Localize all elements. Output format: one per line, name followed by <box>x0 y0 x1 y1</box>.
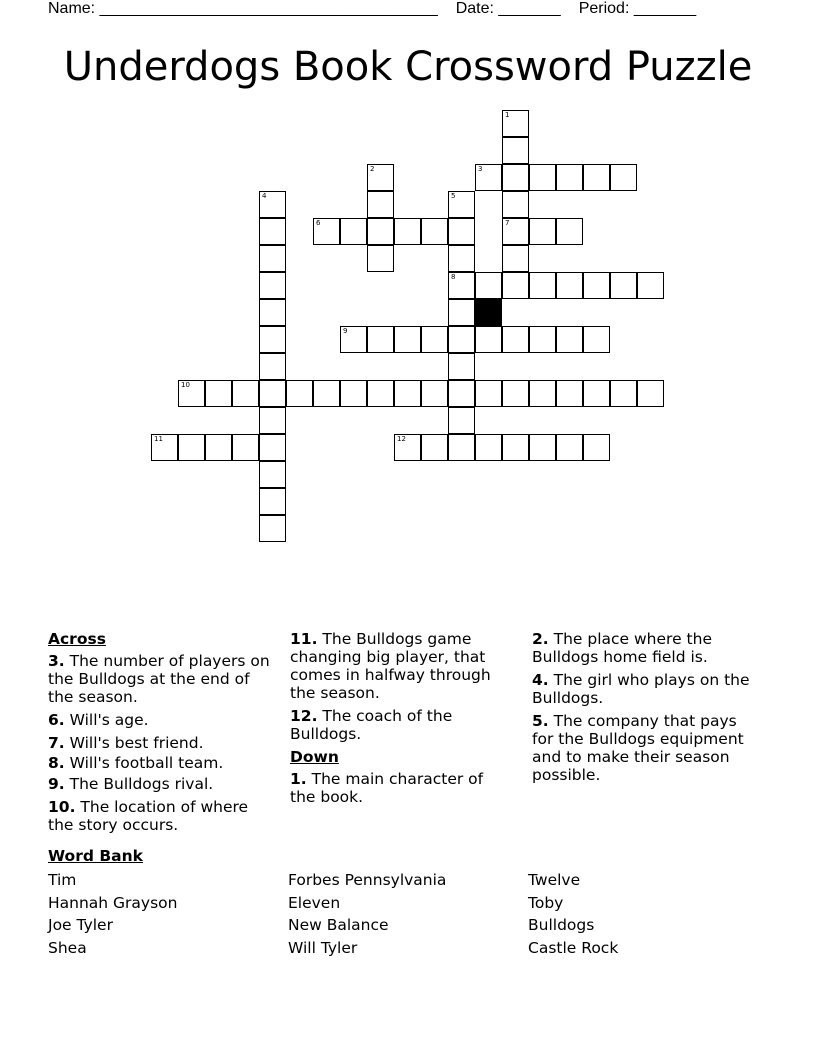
crossword-cell[interactable] <box>448 380 475 407</box>
clue-number-label: 7 <box>505 219 510 227</box>
crossword-cell[interactable] <box>610 272 637 299</box>
clue-across-12 <box>290 707 508 743</box>
date-field-label: Date: _______ <box>455 0 561 17</box>
clue-number: 1. <box>290 770 307 788</box>
crossword-cell[interactable] <box>421 434 448 461</box>
crossword-cell[interactable] <box>475 164 502 191</box>
crossword-cell[interactable] <box>502 218 529 245</box>
crossword-cell[interactable] <box>394 434 421 461</box>
crossword-cell[interactable] <box>529 434 556 461</box>
clue-text: The place where the Bulldogs home field is. <box>532 630 712 666</box>
clue-number-label: 6 <box>316 219 321 227</box>
crossword-cell[interactable] <box>313 218 340 245</box>
period-field-label: Period: _______ <box>578 0 697 17</box>
word-bank-item: Toby <box>528 893 564 912</box>
crossword-cell[interactable] <box>259 488 286 515</box>
crossword-cell[interactable] <box>421 326 448 353</box>
across-heading: Across <box>48 630 106 648</box>
clue-text: Will's age. <box>69 711 149 729</box>
crossword-cell[interactable] <box>637 380 664 407</box>
crossword-cell[interactable] <box>502 191 529 218</box>
crossword-cell[interactable] <box>448 299 475 326</box>
crossword-cell[interactable] <box>583 272 610 299</box>
crossword-cell[interactable] <box>610 164 637 191</box>
clue-across-6 <box>48 711 270 729</box>
crossword-cell[interactable] <box>448 353 475 380</box>
clue-number-label: 11 <box>154 435 163 443</box>
crossword-cell[interactable] <box>529 326 556 353</box>
crossword-cell[interactable] <box>556 326 583 353</box>
crossword-cell[interactable] <box>502 110 529 137</box>
clue-text: The main character of the book. <box>290 770 484 806</box>
crossword-cell[interactable] <box>583 164 610 191</box>
clue-text: The girl who plays on the Bulldogs. <box>532 671 750 707</box>
word-bank-item: Joe Tyler <box>48 916 113 935</box>
crossword-cell[interactable] <box>529 380 556 407</box>
clue-number-label: 2 <box>370 165 375 173</box>
crossword-cell[interactable] <box>259 461 286 488</box>
clue-across-9 <box>48 775 270 793</box>
clue-number-label: 10 <box>181 381 190 389</box>
clues-column-3 <box>532 630 762 789</box>
crossword-cell[interactable] <box>502 380 529 407</box>
word-bank-item: Hannah Grayson <box>48 893 178 912</box>
crossword-cell[interactable] <box>367 245 394 272</box>
crossword-cell[interactable] <box>529 218 556 245</box>
crossword-cell[interactable] <box>583 326 610 353</box>
word-bank-heading: Word Bank <box>48 847 143 865</box>
clue-text: Will's football team. <box>69 754 224 772</box>
crossword-cell[interactable] <box>367 164 394 191</box>
clue-down-5 <box>532 712 762 784</box>
crossword-cell[interactable] <box>232 434 259 461</box>
crossword-cell[interactable] <box>367 380 394 407</box>
crossword-cell[interactable] <box>502 164 529 191</box>
clue-number-label: 5 <box>451 192 456 200</box>
crossword-cell[interactable] <box>259 272 286 299</box>
clue-across-8 <box>48 754 270 772</box>
word-bank-item: New Balance <box>288 916 389 935</box>
crossword-cell[interactable] <box>394 380 421 407</box>
crossword-cell[interactable] <box>556 218 583 245</box>
clue-number: 10. <box>48 798 76 816</box>
clue-across-3 <box>48 652 270 706</box>
crossword-cell[interactable] <box>475 326 502 353</box>
crossword-cell[interactable] <box>556 380 583 407</box>
crossword-cell[interactable] <box>448 407 475 434</box>
clue-number: 12. <box>290 707 318 725</box>
crossword-cell[interactable] <box>367 191 394 218</box>
down-heading: Down <box>290 748 339 766</box>
crossword-cell[interactable] <box>583 434 610 461</box>
crossword-cell[interactable] <box>475 272 502 299</box>
word-bank-item: Castle Rock <box>528 939 619 958</box>
crossword-cell[interactable] <box>259 245 286 272</box>
crossword-cell[interactable] <box>340 380 367 407</box>
crossword-cell[interactable] <box>502 326 529 353</box>
word-bank-item: Tim <box>48 871 77 889</box>
crossword-cell[interactable] <box>259 380 286 407</box>
crossword-cell[interactable] <box>340 218 367 245</box>
crossword-cell[interactable] <box>556 272 583 299</box>
crossword-cell[interactable] <box>367 218 394 245</box>
clue-number-label: 1 <box>505 111 510 119</box>
crossword-cell[interactable] <box>529 272 556 299</box>
crossword-cell[interactable] <box>421 218 448 245</box>
crossword-cell[interactable] <box>367 326 394 353</box>
clue-number-label: 8 <box>451 273 456 281</box>
crossword-cell[interactable] <box>448 245 475 272</box>
clue-number: 2. <box>532 630 549 648</box>
crossword-cell[interactable] <box>394 218 421 245</box>
crossword-cell[interactable] <box>286 380 313 407</box>
word-bank-item: Eleven <box>288 893 341 912</box>
word-bank-column-1 <box>48 869 178 960</box>
crossword-cell[interactable] <box>313 380 340 407</box>
crossword-cell[interactable] <box>259 218 286 245</box>
name-field-label: Name: ______________________________________ <box>48 0 438 17</box>
crossword-cell[interactable] <box>259 299 286 326</box>
clues-column-2 <box>290 630 508 811</box>
crossword-cell[interactable] <box>448 218 475 245</box>
crossword-cell[interactable] <box>259 353 286 380</box>
crossword-cell[interactable] <box>610 380 637 407</box>
crossword-cell[interactable] <box>529 164 556 191</box>
clue-number-label: 12 <box>397 435 406 443</box>
crossword-cell[interactable] <box>637 272 664 299</box>
crossword-cell[interactable] <box>475 434 502 461</box>
clue-number: 3. <box>48 652 65 670</box>
clue-number-label: 9 <box>343 327 348 335</box>
crossword-cell[interactable] <box>340 326 367 353</box>
clue-number: 7. <box>48 734 65 752</box>
word-bank-item: Shea <box>48 939 87 958</box>
crossword-cell[interactable] <box>502 137 529 164</box>
clue-across-7 <box>48 734 270 752</box>
clue-text: The company that pays for the Bulldogs equipment and to make their season possible. <box>532 712 744 784</box>
word-bank-column-2 <box>288 869 446 960</box>
crossword-cell[interactable] <box>448 272 475 299</box>
crossword-cell[interactable] <box>205 434 232 461</box>
crossword-cell[interactable] <box>448 326 475 353</box>
crossword-cell[interactable] <box>421 380 448 407</box>
word-bank-column-3 <box>528 869 618 960</box>
clue-number: 5. <box>532 712 549 730</box>
clue-across-10 <box>48 798 270 834</box>
clue-number-label: 3 <box>478 165 483 173</box>
clue-number-label: 4 <box>262 192 267 200</box>
word-bank-item: Twelve <box>528 871 581 889</box>
crossword-cell[interactable] <box>556 164 583 191</box>
crossword-cell[interactable] <box>556 434 583 461</box>
crossword-cell[interactable] <box>178 434 205 461</box>
clue-text: Will's best friend. <box>69 734 204 752</box>
clue-across-11 <box>290 630 508 702</box>
crossword-cell[interactable] <box>151 434 178 461</box>
clue-down-2 <box>532 630 762 666</box>
crossword-cell[interactable] <box>583 380 610 407</box>
clue-text: The coach of the Bulldogs. <box>290 707 453 743</box>
clue-text: The Bulldogs game changing big player, that comes in halfway through the season. <box>290 630 491 702</box>
clues-column-1 <box>48 630 270 839</box>
clue-down-1 <box>290 770 508 806</box>
crossword-cell[interactable] <box>259 434 286 461</box>
crossword-cell[interactable] <box>205 380 232 407</box>
clue-text: The Bulldogs rival. <box>69 775 214 793</box>
page-title: Underdogs Book Crossword Puzzle <box>63 44 753 90</box>
clue-down-4 <box>532 671 762 707</box>
clue-number: 9. <box>48 775 65 793</box>
word-bank-item: Will Tyler <box>288 939 358 958</box>
word-bank-item: Forbes Pennsylvania <box>288 871 447 889</box>
crossword-cell[interactable] <box>448 434 475 461</box>
clue-text: The location of where the story occurs. <box>48 798 249 834</box>
crossword-cell[interactable] <box>502 272 529 299</box>
black-square <box>475 299 502 326</box>
word-bank-item: Bulldogs <box>528 916 595 935</box>
crossword-cell[interactable] <box>259 515 286 542</box>
clue-number: 4. <box>532 671 549 689</box>
crossword-cell[interactable] <box>394 326 421 353</box>
crossword-cell[interactable] <box>502 245 529 272</box>
crossword-cell[interactable] <box>502 434 529 461</box>
clue-text: The number of players on the Bulldogs at the end of the season. <box>48 652 270 706</box>
crossword-cell[interactable] <box>178 380 205 407</box>
crossword-cell[interactable] <box>259 407 286 434</box>
crossword-cell[interactable] <box>232 380 259 407</box>
clue-number: 11. <box>290 630 318 648</box>
crossword-cell[interactable] <box>475 380 502 407</box>
clue-number: 6. <box>48 711 65 729</box>
crossword-cell[interactable] <box>448 191 475 218</box>
clue-number: 8. <box>48 754 65 772</box>
crossword-cell[interactable] <box>259 191 286 218</box>
crossword-cell[interactable] <box>259 326 286 353</box>
